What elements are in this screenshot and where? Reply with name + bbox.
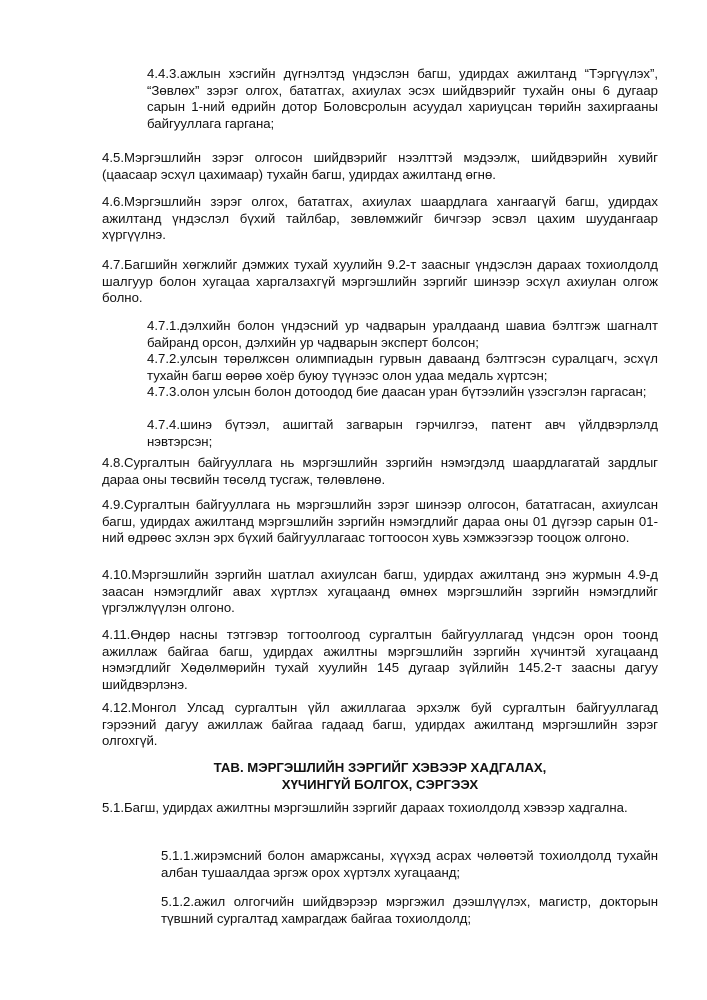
paragraph-4-9: 4.9.Сургалтын байгууллага нь мэргэшлийн зэрэг шинээр олгосон, бататгасан, ахиулсан багш, удирдах ажилтанд мэргэшлийн зэргийн нэмэгдлийг дараа оны 01 дүгээр сарын 01-ний өдрөөс эхлэн эрх бүхий байгууллагаас тогтоосон хувь хэмжээгээр тооцож олгоно. [102, 497, 658, 546]
paragraph-4-4-3: 4.4.3.ажлын хэсгийн дүгнэлтэд үндэслэн багш, удирдах ажилтанд “Тэргүүлэх”, “Зөвлөх” зэрэг олгох, бататгах, ахиулах эсэх шийдвэрийг тухайн оны 6 дугаар сарын 1-ний өдрийн дотор Боловсролын асуудал хариуцсан төрийн захиргааны байгууллага гаргана; [147, 66, 658, 131]
paragraph-4-7: 4.7.Багшийн хөгжлийг дэмжих тухай хуулийн 9.2-т заасныг үндэслэн дараах тохиолдолд шалгуур болон хугацаа харгалзахгүй мэргэшлийн зэргийг шинээр эсхүл ахиулан олгож болно. [102, 257, 658, 306]
heading-line-1: ТАВ. МЭРГЭШЛИЙН ЗЭРГИЙГ ХЭВЭЭР ХАДГАЛАХ, [213, 760, 547, 775]
paragraph-4-10: 4.10.Мэргэшлийн зэргийн шатлал ахиулсан багш, удирдах ажилтанд энэ журмын 4.9-д заасан нэмэгдлийг авах хүртлэх хугацаанд өмнөх мэргэшлийн зэргийн нэмэгдлийг үргэлжлүүлэн олгоно. [102, 567, 658, 616]
section-heading [102, 760, 658, 793]
paragraph-4-8: 4.8.Сургалтын байгууллага нь мэргэшлийн зэргийн нэмэгдэлд шаардлагатай зардлыг дараа оны төсвийн төсөлд тусгаж, төлөвлөнө. [102, 455, 658, 487]
paragraph-4-11: 4.11.Өндөр насны тэтгэвэр тогтоолгоод сургалтын байгууллагад үндсэн орон тоонд ажиллаж байгаа багш, удирдах ажилтны мэргэшлийн зэргийн хүчинтэй хугацаанд нэмэгдлийг Хөдөлмөрийн тухай хуулийн 145 дугаар зүйлийн 145.2-т заасны дагуу шийдвэрлэнэ. [102, 627, 658, 692]
paragraph-4-6: 4.6.Мэргэшлийн зэрэг олгох, бататгах, ахиулах шаардлага хангаагүй багш, удирдах ажилтанд үндэслэл бүхий тайлбар, зөвлөмжийг бичгээр эсвэл цахим шуудангаар хүргүүлнэ. [102, 194, 658, 243]
paragraph-4-7-3: 4.7.3.олон улсын болон дотоодод бие даасан уран бүтээлийн үзэсгэлэн гаргасан; [147, 384, 647, 399]
paragraph-5-1-1: 5.1.1.жирэмсний болон амаржсаны, хүүхэд асрах чөлөөтэй тохиолдолд тухайн албан тушаалдаа эргэж орох хүртэлх хугацаанд; [161, 848, 658, 880]
heading-line-2: ХҮЧИНГҮЙ БОЛГОХ, СЭРГЭЭХ [281, 776, 479, 792]
paragraph-4-7-4: 4.7.4.шинэ бүтээл, ашигтай загварын гэрчилгээ, патент авч үйлдвэрлэлд нэвтэрсэн; [147, 417, 658, 449]
paragraph-4-7-2: 4.7.2.улсын төрөлжсөн олимпиадын гурвын даваанд бэлтгэсэн суралцагч, эсхүл тухайн багш өөрөө хоёр буюу түүнээс олон удаа медаль хүртсэн; [147, 351, 658, 383]
paragraph-4-7-1: 4.7.1.дэлхийн болон үндэсний ур чадварын уралдаанд шавиа бэлтгэж шагналт байранд орсон, дэлхийн ур чадварын эксперт болсон; [147, 318, 658, 350]
paragraph-5-1: 5.1.Багш, удирдах ажилтны мэргэшлийн зэргийг дараах тохиолдолд хэвээр хадгална. [102, 800, 628, 815]
paragraph-5-1-2: 5.1.2.ажил олгогчийн шийдвэрээр мэргэжил дээшлүүлэх, магистр, докторын түвшний сургалтад хамрагдаж байгаа тохиолдолд; [161, 894, 658, 926]
paragraph-4-12: 4.12.Монгол Улсад сургалтын үйл ажиллагаа эрхэлж буй сургалтын байгууллагад гэрээний дагуу ажиллаж байгаа гадаад багш, удирдах ажилтанд мэргэшлийн зэрэг олгохгүй. [102, 700, 658, 749]
paragraph-4-5: 4.5.Мэргэшлийн зэрэг олгосон шийдвэрийг нээлттэй мэдээлж, шийдвэрийн хувийг (цаасаар эсхүл цахимаар) тухайн багш, удирдах ажилтанд өгнө. [102, 150, 658, 182]
